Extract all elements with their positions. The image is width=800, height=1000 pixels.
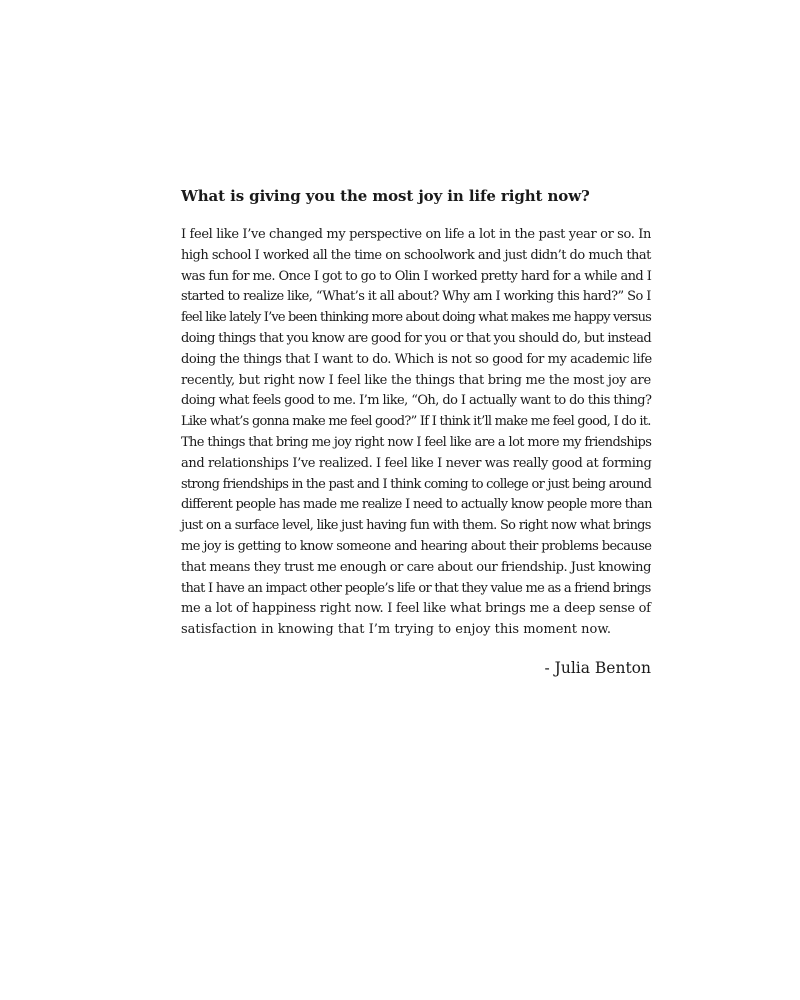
question-heading: What is giving you the most joy in life right now? — [181, 187, 590, 205]
answer-line: high school I worked all the time on schoolwork and just didn’t do much that — [181, 247, 651, 263]
answer-line: was fun for me. Once I got to go to Olin I worked pretty hard for a while and I — [181, 268, 652, 284]
answer-line: doing what feels good to me. I’m like, “Oh, do I actually want to do this thing? — [181, 393, 652, 409]
document-page — [181, 185, 651, 679]
answer-line: that means they trust me enough or care about our friendship. Just knowing — [181, 559, 651, 575]
answer-line: doing things that you know are good for you or that you should do, but instead — [181, 330, 652, 346]
answer-line: me joy is getting to know someone and hearing about their problems because — [181, 538, 652, 554]
answer-line: that I have an impact other people’s life or that they value me as a friend brings — [181, 580, 651, 596]
answer-line: recently, but right now I feel like the things that bring me the most joy are — [181, 372, 651, 388]
answer-line: satisfaction in knowing that I’m trying to enjoy this moment now. — [181, 622, 612, 638]
answer-paragraph — [181, 225, 651, 641]
answer-line: doing the things that I want to do. Which is not so good for my academic life — [181, 351, 652, 367]
answer-line: started to realize like, “What’s it all about? Why am I working this hard?” So I — [181, 289, 651, 305]
answer-line: me a lot of happiness right now. I feel like what brings me a deep sense of — [181, 601, 651, 617]
answer-line: and relationships I’ve realized. I feel like I never was really good at forming — [181, 455, 652, 471]
answer-line: different people has made me realize I need to actually know people more than — [181, 497, 652, 513]
signature: - Julia Benton — [544, 658, 651, 677]
answer-line: I feel like I’ve changed my perspective on life a lot in the past year or so. In — [181, 227, 652, 242]
answer-line: The things that bring me joy right now I feel like are a lot more my friendships — [181, 434, 652, 450]
answer-line: just on a surface level, like just having fun with them. So right now what brings — [181, 518, 651, 534]
answer-line: strong friendships in the past and I think coming to college or just being around — [181, 476, 652, 492]
answer-line: feel like lately I’ve been thinking more about doing what makes me happy versus — [181, 310, 651, 326]
answer-line: Like what’s gonna make me feel good?” If I think it’ll make me feel good, I do it. — [181, 414, 651, 430]
